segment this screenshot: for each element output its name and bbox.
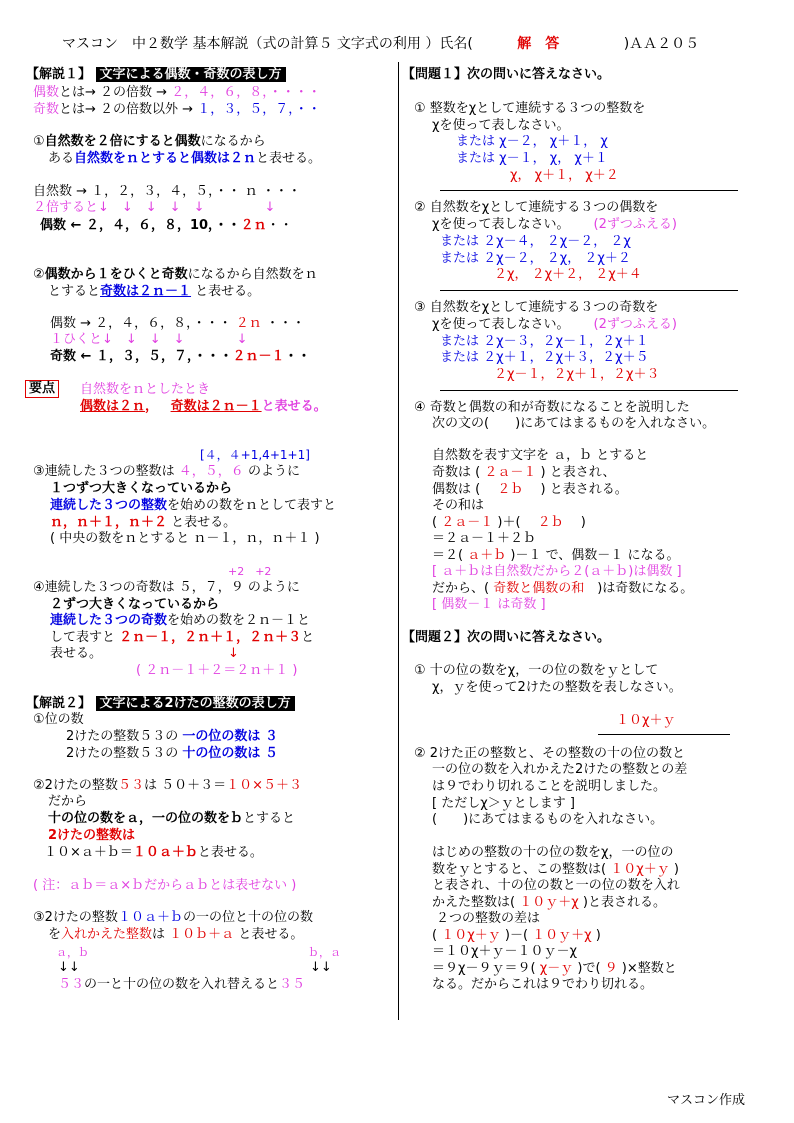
p1q2-line1: ② 自然数をχとして連続する３つの偶数を <box>414 200 659 215</box>
p1q3-answer-1: または ２χ－３，２χ－１，２χ＋１ <box>440 334 649 349</box>
odd-consecutive-rule: ２ずつ大きくなっているから <box>50 597 220 612</box>
odd-consecutive-end: 表せる。 <box>50 646 103 661</box>
p1q1-line2: χを使って表しなさい。 <box>432 118 570 133</box>
even-word: 偶数 <box>33 85 60 100</box>
odd-row-tail: ・・ <box>284 349 311 364</box>
p1q1-answer-2: または χ－１， χ， χ＋１ <box>456 151 608 166</box>
swap-example-53: ５３ <box>58 977 85 992</box>
diff-term-2: １０ｙ＋χ <box>532 928 592 943</box>
therefore-text: だから <box>48 794 88 809</box>
consecutive-example: ４，５，６ <box>178 464 244 479</box>
even-row-2-n: ２ｎ <box>235 316 262 331</box>
diff-step-2: ＝１０χ＋ｙ－１０ｙ－χ <box>432 944 578 959</box>
answer-line <box>598 734 730 735</box>
sum-reason-2: [ 偶数－１ は奇数 ] <box>432 597 546 612</box>
consecutive-formula: ｎ，ｎ＋１，ｎ＋２ <box>50 515 168 530</box>
swap-ab-label: ａ，ｂ <box>56 946 89 959</box>
rule-line <box>440 290 738 291</box>
explanation-1-tag: 文字による偶数・奇数の表し方 <box>96 67 286 82</box>
sum-step-2: ＝２ａ－１＋２ｂ <box>432 531 537 546</box>
sum-close: ) <box>563 515 586 530</box>
consecutive-text: ③連続した３つの整数は <box>33 464 179 479</box>
p2q2-body-4-suffix: )と表される。 <box>578 895 666 910</box>
two-digit-formula-text: １０×ａ＋ｂ＝ <box>44 845 133 860</box>
digit-assign-bold: 十の位の数をａ，一の位の数をｂ <box>48 811 244 826</box>
p1q4-line1: ④ 奇数と偶数の和が奇数になることを説明した <box>414 400 690 415</box>
two-digit-text: ②2けたの整数 <box>33 778 118 793</box>
worksheet-header <box>62 36 699 52</box>
p2q1-answer: １０χ＋ｙ <box>616 713 676 728</box>
consecutive-rule: １つずつ大きくなっているから <box>50 481 233 496</box>
even-row-label: 偶数 <box>40 218 67 233</box>
swap-prefix: を <box>48 927 62 942</box>
p1q4-line2: 次の文の( )にあてはまるものを入れなさい。 <box>432 416 716 431</box>
point-2-bold: 自然数をｎとすると偶数は２ｎ <box>74 151 257 166</box>
point-1-bold: 自然数を２倍にすると偶数 <box>44 134 201 149</box>
p1q3-hint: (2ずつふえる) <box>593 317 677 332</box>
p1q1-line1: ① 整数をχとして連続する３つの整数を <box>414 101 646 116</box>
p2q2-instruction: ( )にあてはまるものを入れなさい。 <box>432 812 664 827</box>
even-row-2: 偶数 → ２，４，６，８，・・・ <box>50 316 236 331</box>
sum-step-3-prefix: ＝２( <box>432 548 468 563</box>
p1q3-answer-2: または ２χ＋１，２χ＋３，２χ＋５ <box>440 350 649 365</box>
point-4-suffix: と表せる。 <box>191 284 261 299</box>
item-number: ① <box>33 134 45 149</box>
odd-expr-suffix: ) と表され、 <box>536 465 616 480</box>
odd-consecutive-suffix: と <box>301 630 315 645</box>
odd-consecutive-desc: を始めの数を２ｎ－１と <box>167 613 311 628</box>
consecutive-desc: を始めの数をｎとして表すと <box>167 498 337 513</box>
p2q2-line1: ② 2けた正の整数と、その整数の十の位の数と <box>414 746 686 761</box>
swap-example-text: の一と十の位の数を入れ替えると <box>84 977 280 992</box>
p1q4-setup: 自然数を表す文字を ａ，ｂ とすると <box>432 448 649 463</box>
consecutive-suffix: のように <box>243 464 300 479</box>
notation-note: ( 注：ａｂ＝ａ×ｂだからａｂとは表せない ) <box>33 878 297 893</box>
two-digit-label: 2けたの整数は <box>48 828 136 843</box>
p1q3-answer-3: ２χ－１，２χ＋１，２χ＋３ <box>494 367 660 382</box>
double-arrow-n: ↓ <box>264 200 276 215</box>
even-expr-answer: ２ｂ <box>497 482 524 497</box>
column-divider <box>398 62 399 1020</box>
odd-consecutive-prefix: して表すと <box>50 630 120 645</box>
key-point-box: 要点 <box>25 380 59 398</box>
point-2-text: ある <box>48 151 75 166</box>
diff-factor: χ－ｙ <box>539 961 574 976</box>
even-row-2n: ２ｎ <box>240 218 267 233</box>
diff-minus: )－( <box>500 928 533 943</box>
place-value-title: ①位の数 <box>33 712 84 727</box>
p1q3-line1: ③ 自然数をχとして連続する３つの奇数を <box>414 300 659 315</box>
tens-value: 十の位の数は ５ <box>182 746 278 761</box>
p2q1-line2: χ，ｙを使って2けたの整数を表しなさい。 <box>432 680 682 695</box>
diff-term-1: １０χ＋ｙ <box>441 928 501 943</box>
key-point-line-1: 自然数をｎとしたとき <box>80 382 211 397</box>
odd-expr-answer: ２ａ－１ <box>484 465 537 480</box>
down-arrow: ↓ <box>228 646 239 661</box>
header-title: マスコン 中２数学 基本解説（式の計算５ 文字式の利用 ）氏名( <box>62 36 473 52</box>
odd-consecutive-text: ④連続した３つの奇数は ５，７，９ のように <box>33 580 300 595</box>
bracket-hint: [４，４+1,4+1+1] <box>200 448 310 462</box>
odd-consecutive-formula: ２ｎ－１，２ｎ＋１，２ｎ＋３ <box>119 630 302 645</box>
consecutive-bold: 連続した３つの整数 <box>50 498 168 513</box>
minus-one-arrow-n: ↓ <box>236 332 248 347</box>
swap-original: １０ａ＋ｂ <box>117 910 183 925</box>
diff-nine: ９ <box>604 961 618 976</box>
p2q2-diff-label: ２つの整数の差は <box>436 911 541 926</box>
explanation-2-heading: 【解説２】 <box>26 696 92 711</box>
key-comma: ， <box>145 399 159 414</box>
sum-conclusion-prefix: だから、( <box>432 581 494 596</box>
rule-line <box>440 390 738 391</box>
two-digit-example: ５３ <box>117 778 144 793</box>
odd-row-formula: ２ｎ－１ <box>232 349 285 364</box>
natural-number-row: 自然数 → １，２，３，４，５，・・ ｎ ・・・ <box>33 184 301 199</box>
plus-two-hint: +2 +2 <box>228 565 272 578</box>
p1q2-answer-1: または ２χ－４， ２χ－２， ２χ <box>440 234 631 249</box>
diff-step-3-prefix: ＝９χ－９ｙ＝９( <box>432 961 540 976</box>
even-list: ２，４，６，８，・・・・ <box>171 85 321 100</box>
diff-step-3-suffix: )×整数と <box>617 961 677 976</box>
sum-reason-1: [ ａ＋ｂは自然数だから２(ａ＋ｂ)は偶数 ] <box>432 564 682 579</box>
sum-label: その和は <box>432 498 485 513</box>
point-2-suffix: と表せる。 <box>256 151 322 166</box>
minus-one-arrows: １ひくと↓ ↓ ↓ ↓ <box>50 332 185 347</box>
tens-text: 2けたの整数５３の <box>66 746 183 761</box>
ones-value: 一の位の数は ３ <box>182 729 278 744</box>
p2q2-body-1: はじめの整数の十の位の数をχ，一の位の <box>432 845 674 860</box>
rule-line <box>440 190 738 191</box>
item-number: ② <box>33 267 45 282</box>
two-digit-sum: は ５０＋３＝ <box>143 778 227 793</box>
swap-connector: は <box>152 927 170 942</box>
odd-row-values: ← １，３，５，７，・・・ <box>76 349 233 364</box>
even-row-2-tail: ・・・ <box>261 316 305 331</box>
odd-row-label: 奇数 <box>50 349 77 364</box>
p1q3-line2: χを使って表しなさい。 <box>432 317 570 332</box>
swap-formula: １０ｂ＋ａ <box>169 927 235 942</box>
p2q2-body-4: かえた整数は( <box>432 895 520 910</box>
odd-list: １，３，５，７，・・ <box>197 102 321 117</box>
p2q1-line1: ① 十の位の数をχ，一の位の数をｙとして <box>414 663 659 678</box>
diff-open: ( <box>432 928 442 943</box>
p2q2-line2: 一の位の数を入れかえた2けたの整数との差 <box>432 762 688 777</box>
sum-step-3-answer: ａ＋ｂ <box>467 548 507 563</box>
p1q2-line2: χを使って表しなさい。 <box>432 217 570 232</box>
p1q2-hint: (2ずつふえる) <box>593 217 677 232</box>
p1q1-answer-1: または χ－２， χ＋１， χ <box>456 134 608 149</box>
double-arrows: ２倍すると↓ ↓ ↓ ↓ ↓ <box>33 200 205 215</box>
point-3-bold: 偶数から１をひくと奇数 <box>44 267 188 282</box>
sum-step-3-suffix: )－１ で、偶数－１ になる。 <box>506 548 680 563</box>
two-digit-formula: １０ａ＋ｂ <box>132 845 198 860</box>
diff-close: ) <box>591 928 601 943</box>
p2q2-answer-swapped: １０ｙ＋χ <box>519 895 579 910</box>
problem-2-heading: 【問題２】次の問いに答えなさい。 <box>402 630 611 645</box>
sum-open: ( <box>432 515 442 530</box>
point-4-text: とすると <box>48 284 101 299</box>
even-expr-prefix: 偶数は ( <box>432 482 498 497</box>
consecutive-formula-suffix: と表せる。 <box>167 515 237 530</box>
consecutive-middle-note: ( 中央の数をｎとすると ｎ－１，ｎ，ｎ＋１ ) <box>50 531 320 546</box>
diff-conclusion: なる。だからこれは９でわり切れる。 <box>432 977 654 992</box>
swap-arrows-left: ↓↓ <box>58 960 80 975</box>
odd-word: 奇数 <box>33 102 60 117</box>
explanation-1-heading: 【解説１】 <box>26 67 92 82</box>
two-digit-expansion: １０×５＋３ <box>226 778 302 793</box>
point-1-text: になるから <box>200 134 266 149</box>
swap-suffix: と表せる。 <box>234 927 304 942</box>
two-digit-formula-suffix: と表せる。 <box>197 845 263 860</box>
odd-consecutive-bold: 連続した３つの奇数 <box>50 613 168 628</box>
p2q2-line3: は９でわり切れることを説明しました。 <box>432 779 667 794</box>
swap-bold: 入れかえた整数 <box>61 927 153 942</box>
p2q2-condition: [ ただしχ＞ｙとします ] <box>432 796 575 811</box>
ones-text: 2けたの整数５３の <box>66 729 183 744</box>
key-suffix: と表せる。 <box>261 399 327 414</box>
p2q2-body-2: 数をｙとすると、この整数は( <box>432 862 611 877</box>
footer-credit: マスコン作成 <box>667 1093 746 1108</box>
swap-text: ③2けたの整数 <box>33 910 118 925</box>
p2q2-answer-original: １０χ＋ｙ <box>610 862 670 877</box>
swap-desc: の一の位と十の位の数 <box>182 910 313 925</box>
sum-plus: )＋( <box>493 515 538 530</box>
header-code: )ＡＡ２０５ <box>623 36 700 52</box>
problem-1-heading: 【問題１】次の問いに答えなさい。 <box>402 67 611 82</box>
odd-consecutive-check: ( ２ｎ－１＋２＝２ｎ＋１ ) <box>136 663 298 678</box>
swap-example-35: ３５ <box>279 977 306 992</box>
odd-def: とは→ ２の倍数以外 → <box>59 102 198 117</box>
key-even: 偶数は２ｎ <box>80 399 146 414</box>
p1q2-answer-2: または ２χ－２， ２χ， ２χ＋２ <box>440 251 631 266</box>
even-expr-suffix: ) と表される。 <box>523 482 628 497</box>
even-row-tail: ・・ <box>266 218 293 233</box>
key-odd: 奇数は２ｎ－１ <box>170 399 262 414</box>
swap-arrows-right: ↓↓ <box>310 960 332 975</box>
explanation-2-tag: 文字による2けたの整数の表し方 <box>96 696 295 711</box>
sum-term-2: ２ｂ <box>537 515 564 530</box>
p2q2-body-3: と表され、十の位の数と一の位の数を入れ <box>432 878 680 893</box>
swap-ba-label: ｂ，ａ <box>308 946 341 959</box>
even-row-values: ← ２，４，６，８，10，・・ <box>66 218 241 233</box>
digit-assign-text: とすると <box>243 811 296 826</box>
point-4-bold: 奇数は２ｎ－１ <box>100 284 192 299</box>
diff-step-3-mid: )で( <box>573 961 605 976</box>
sum-conclusion-suffix: )は奇数になる。 <box>584 581 694 596</box>
p1q1-answer-3: χ， χ＋１， χ＋２ <box>510 168 619 183</box>
sum-conclusion-answer: 奇数と偶数の和 <box>493 581 585 596</box>
answer-label: 解 答 <box>517 36 560 52</box>
point-3-text: になるから自然数をｎ <box>187 267 318 282</box>
p1q2-answer-3: ２χ， ２χ＋２， ２χ＋４ <box>494 267 642 282</box>
p2q2-body-2-close: ) <box>669 862 679 877</box>
even-def: とは→ ２の倍数 → <box>59 85 172 100</box>
sum-term-1: ２ａ－１ <box>441 515 494 530</box>
odd-expr-prefix: 奇数は ( <box>432 465 485 480</box>
